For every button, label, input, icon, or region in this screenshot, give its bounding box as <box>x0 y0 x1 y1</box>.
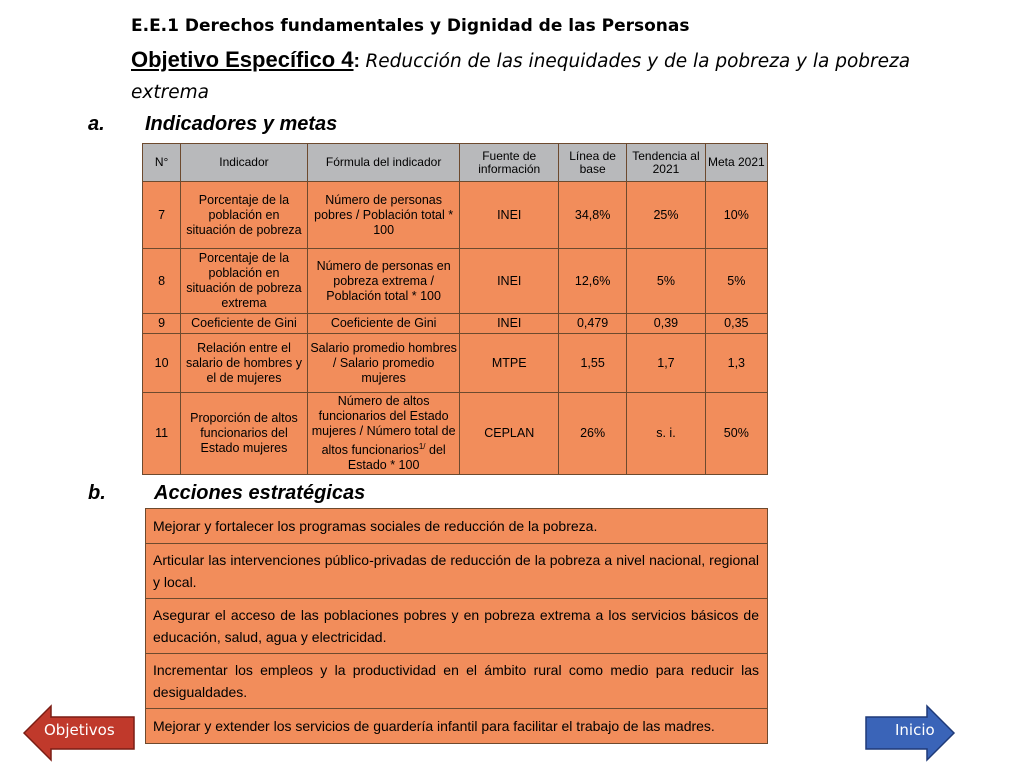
cell-formula: Coeficiente de Gini <box>307 314 460 334</box>
back-button-label: Objetivos <box>44 721 115 739</box>
action-text: Incrementar los empleos y la productividad en el ámbito rural como medio para reducir las desigualdades. <box>146 654 768 709</box>
cell-source: CEPLAN <box>460 393 558 475</box>
section-heading: E.E.1 Derechos fundamentales y Dignidad de las Personas <box>131 16 690 36</box>
formula-text-part1: Número de altos funcionarios del Estado mujeres / Número total de altos funcionarios <box>311 394 456 458</box>
actions-table <box>145 508 768 744</box>
cell-goal: 50% <box>705 393 767 475</box>
col-header-baseline: Línea de base <box>558 144 626 182</box>
action-row <box>146 654 768 709</box>
home-button-label: Inicio <box>895 721 935 739</box>
table-row <box>143 249 768 314</box>
section-b-letter: b. <box>88 482 106 504</box>
action-row <box>146 709 768 744</box>
action-row <box>146 509 768 544</box>
col-header-indicator: Indicador <box>181 144 308 182</box>
section-b-title: Acciones estratégicas <box>154 482 366 504</box>
table-row <box>143 182 768 249</box>
cell-baseline: 26% <box>558 393 626 475</box>
cell-trend: s. i. <box>627 393 705 475</box>
col-header-formula: Fórmula del indicador <box>307 144 460 182</box>
cell-trend: 25% <box>627 182 705 249</box>
cell-source: INEI <box>460 182 558 249</box>
cell-trend: 5% <box>627 249 705 314</box>
section-b-heading <box>88 482 365 505</box>
table-row <box>143 334 768 393</box>
col-header-source: Fuente de información <box>460 144 558 182</box>
section-a-letter: a. <box>88 113 105 135</box>
action-text: Mejorar y extender los servicios de guardería infantil para facilitar el trabajo de las madres. <box>146 709 768 744</box>
cell-goal: 5% <box>705 249 767 314</box>
home-button[interactable] <box>864 704 956 762</box>
cell-n: 11 <box>143 393 181 475</box>
cell-indicator: Relación entre el salario de hombres y el de mujeres <box>181 334 308 393</box>
cell-indicator: Coeficiente de Gini <box>181 314 308 334</box>
cell-baseline: 12,6% <box>558 249 626 314</box>
formula-text-part2: del Estado * 100 <box>347 443 446 473</box>
col-header-trend: Tendencia al 2021 <box>627 144 705 182</box>
indicators-table <box>142 143 768 475</box>
cell-goal: 10% <box>705 182 767 249</box>
objective-title: Objetivo Específico 4 <box>131 47 354 72</box>
table-header-row <box>143 144 768 182</box>
cell-formula: Número de personas en pobreza extrema / Población total * 100 <box>307 249 460 314</box>
objective-colon: : <box>353 50 361 72</box>
cell-goal: 1,3 <box>705 334 767 393</box>
cell-n: 8 <box>143 249 181 314</box>
cell-formula: Número de personas pobres / Población total * 100 <box>307 182 460 249</box>
action-text: Mejorar y fortalecer los programas sociales de reducción de la pobreza. <box>146 509 768 544</box>
action-text: Articular las intervenciones público-privadas de reducción de la pobreza a nivel nacional, regional y local. <box>146 544 768 599</box>
cell-n: 7 <box>143 182 181 249</box>
cell-indicator: Porcentaje de la población en situación de pobreza extrema <box>181 249 308 314</box>
cell-formula: Salario promedio hombres / Salario promedio mujeres <box>307 334 460 393</box>
cell-source: INEI <box>460 314 558 334</box>
action-text: Asegurar el acceso de las poblaciones pobres y en pobreza extrema a los servicios básicos de educación, salud, agua y electricidad. <box>146 599 768 654</box>
cell-indicator: Proporción de altos funcionarios del Estado mujeres <box>181 393 308 475</box>
cell-source: MTPE <box>460 334 558 393</box>
objectives-back-button[interactable] <box>22 704 136 762</box>
section-a-heading <box>88 113 337 136</box>
cell-trend: 0,39 <box>627 314 705 334</box>
table-row <box>143 393 768 475</box>
cell-n: 9 <box>143 314 181 334</box>
cell-baseline: 1,55 <box>558 334 626 393</box>
objective-description: Reducción de las inequidades y de la pobreza y la pobreza extrema <box>131 51 911 103</box>
action-row <box>146 544 768 599</box>
table-row <box>143 314 768 334</box>
col-header-goal: Meta 2021 <box>705 144 767 182</box>
cell-indicator: Porcentaje de la población en situación de pobreza <box>181 182 308 249</box>
section-a-title: Indicadores y metas <box>145 113 338 135</box>
cell-n: 10 <box>143 334 181 393</box>
cell-baseline: 0,479 <box>558 314 626 334</box>
footnote-marker: 1/ <box>418 442 426 451</box>
action-row <box>146 599 768 654</box>
cell-baseline: 34,8% <box>558 182 626 249</box>
cell-trend: 1,7 <box>627 334 705 393</box>
cell-formula <box>307 393 460 475</box>
cell-source: INEI <box>460 249 558 314</box>
objective-heading <box>131 44 931 108</box>
col-header-n: N° <box>143 144 181 182</box>
cell-goal: 0,35 <box>705 314 767 334</box>
